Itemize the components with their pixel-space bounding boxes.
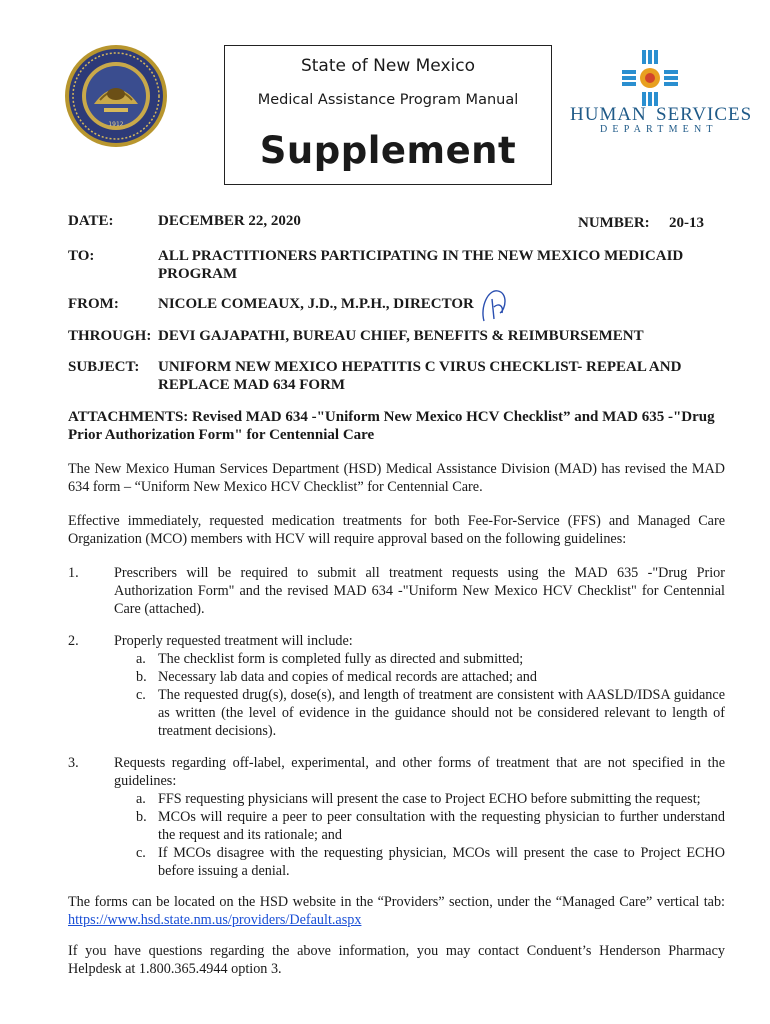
sub-item-letter: c. bbox=[136, 845, 146, 861]
intro-paragraph: The New Mexico Human Services Department (HSD) Medical Assistance Division (MAD) has revised the MAD 634 form – “Uniform New Mexico HCV Checklist” for Centennial Care. bbox=[68, 461, 725, 495]
subject-line-1: UNIFORM NEW MEXICO HEPATITIS C VIRUS CHECKLIST- REPEAL AND bbox=[158, 359, 682, 375]
list-item-number: 3. bbox=[68, 755, 79, 771]
date-value: DECEMBER 22, 2020 bbox=[158, 213, 301, 229]
to-line-2: PROGRAM bbox=[158, 266, 238, 282]
from-label: FROM: bbox=[68, 296, 119, 312]
title-box bbox=[224, 45, 552, 185]
to-line-1: ALL PRACTITIONERS PARTICIPATING IN THE NEW MEXICO MEDICAID bbox=[158, 248, 684, 264]
from-value: NICOLE COMEAUX, J.D., M.P.H., DIRECTOR bbox=[158, 296, 474, 312]
attachments-line-1: ATTACHMENTS: Revised MAD 634 -"Uniform New Mexico HCV Checklist” and MAD 635 -"Drug bbox=[68, 409, 715, 425]
sub-item-text: If MCOs disagree with the requesting physician, MCOs will present the case to Project ECHO before issuing a denial. bbox=[158, 845, 725, 879]
number-value: 20-13 bbox=[669, 215, 704, 231]
sub-item-letter: c. bbox=[136, 687, 146, 703]
through-value: DEVI GAJAPATHI, BUREAU CHIEF, BENEFITS & REIMBURSEMENT bbox=[158, 328, 644, 344]
questions-paragraph: If you have questions regarding the above information, you may contact Conduent’s Henderson Pharmacy Helpdesk at 1.800.365.4944 option 3. bbox=[68, 943, 725, 977]
sub-item-letter: b. bbox=[136, 669, 147, 685]
hsd-logo-services: SERVICES bbox=[656, 104, 753, 125]
sub-item-text: FFS requesting physicians will present the case to Project ECHO before submitting the request; bbox=[158, 791, 701, 807]
sub-item-text: MCOs will require a peer to peer consultation with the requesting physician to further understand the request and its rationale; and bbox=[158, 809, 725, 843]
list-item-text: Prescribers will be required to submit all treatment requests using the MAD 635 -"Drug Prior Authorization Form" and the revised MAD 634 -"Uniform New Mexico HCV Checklist" for Centennial Care (attached). bbox=[114, 565, 725, 617]
attachments-line-2: Prior Authorization Form" for Centennial Care bbox=[68, 427, 375, 443]
state-title: State of New Mexico bbox=[300, 56, 476, 76]
sub-item-letter: a. bbox=[136, 791, 146, 807]
list-item-text: Properly requested treatment will include: bbox=[114, 633, 353, 649]
state-seal-icon bbox=[64, 44, 168, 148]
hsd-logo bbox=[570, 50, 753, 140]
sub-item-text: The checklist form is completed fully as directed and submitted; bbox=[158, 651, 524, 667]
forms-paragraph bbox=[68, 893, 725, 929]
to-label: TO: bbox=[68, 248, 95, 264]
list-item-text: Requests regarding off-label, experimental, and other forms of treatment that are not specified in the guidelines: bbox=[114, 755, 725, 789]
supplement-title: Supplement bbox=[259, 129, 517, 172]
hsd-logo-department: DEPARTMENT bbox=[600, 124, 718, 135]
guidelines-paragraph: Effective immediately, requested medication treatments for both Fee-For-Service (FFS) and Managed Care Organization (MCO) members with HCV will require approval based on the following guidelines: bbox=[68, 513, 725, 547]
director-signature bbox=[476, 285, 516, 325]
forms-text: The forms can be located on the HSD website in the “Providers” section, under the “Managed Care” vertical tab: bbox=[68, 894, 725, 910]
svg-text:1912: 1912 bbox=[108, 121, 124, 128]
hsd-providers-link[interactable]: https://www.hsd.state.nm.us/providers/Default.aspx bbox=[68, 912, 362, 928]
list-item-number: 1. bbox=[68, 565, 79, 581]
subject-label: SUBJECT: bbox=[68, 359, 140, 375]
sub-item-text: Necessary lab data and copies of medical records are attached; and bbox=[158, 669, 537, 685]
sub-item-text: The requested drug(s), dose(s), and length of treatment are consistent with AASLD/IDSA guidance as written (the level of evidence in the guidance should not be considered relevant to length of treatment decisions). bbox=[158, 687, 725, 739]
through-label: THROUGH: bbox=[68, 328, 152, 344]
subject-line-2: REPLACE MAD 634 FORM bbox=[158, 377, 346, 393]
zia-sun-icon bbox=[622, 50, 678, 106]
hsd-logo-human: HUMAN bbox=[570, 104, 647, 125]
date-label: DATE: bbox=[68, 213, 114, 229]
sub-item-letter: b. bbox=[136, 809, 147, 825]
number-label: NUMBER: bbox=[578, 215, 650, 231]
list-item-number: 2. bbox=[68, 633, 79, 649]
manual-title: Medical Assistance Program Manual bbox=[257, 92, 519, 108]
sub-item-letter: a. bbox=[136, 651, 146, 667]
